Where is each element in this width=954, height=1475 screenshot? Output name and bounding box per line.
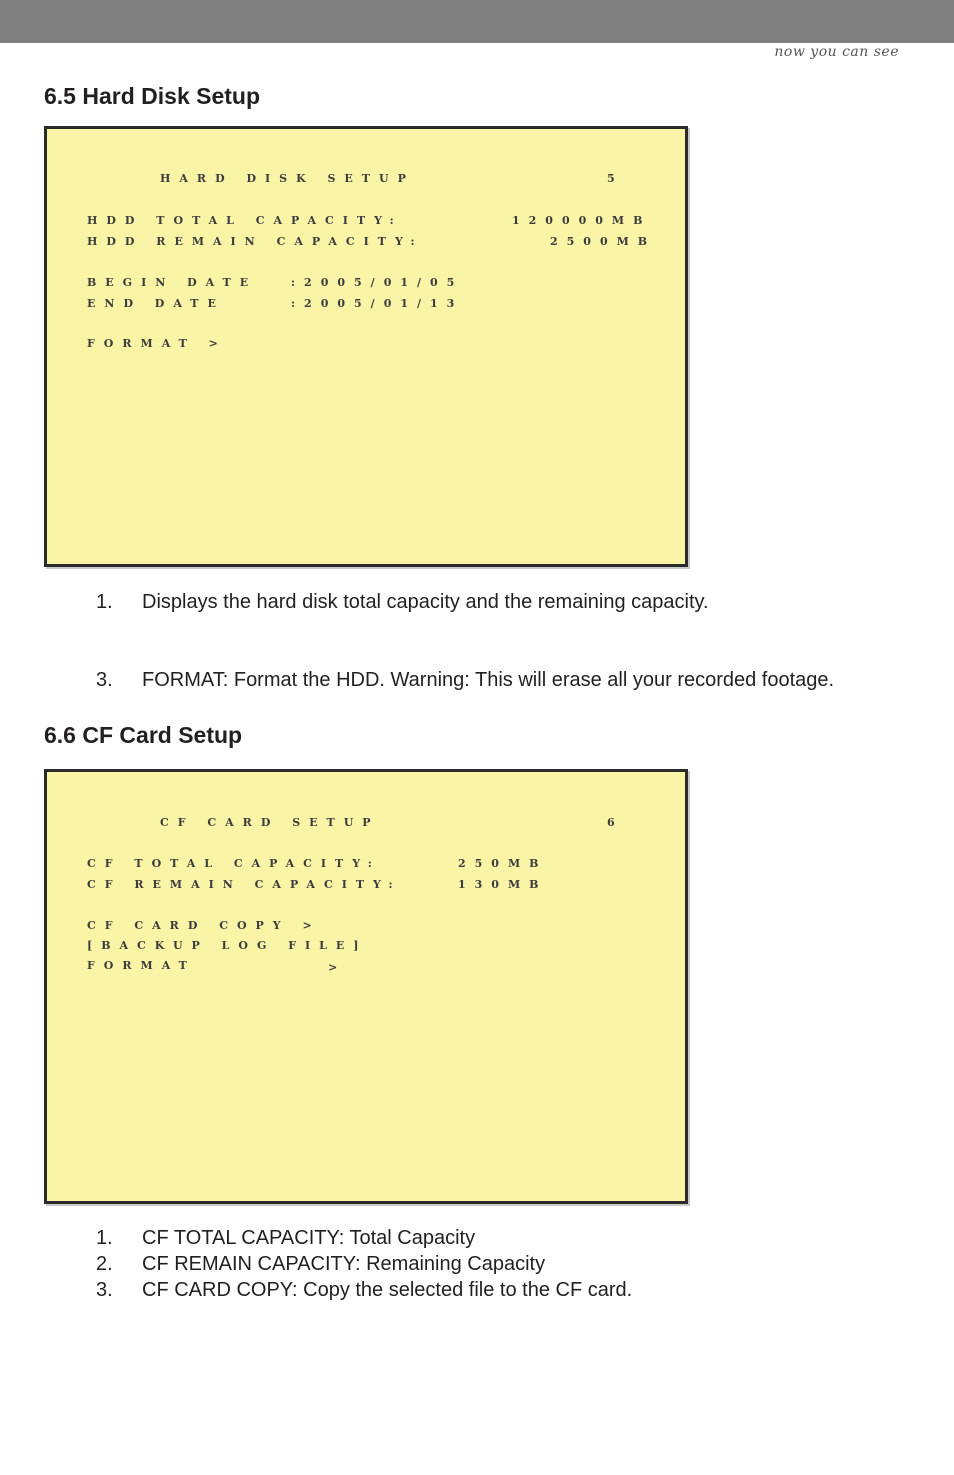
hdd-remain-value: 2500MB — [550, 235, 657, 248]
screen-title: CF CARD SETUP — [160, 816, 380, 829]
format-menu-item[interactable]: FORMAT — [87, 959, 196, 972]
section-heading-cf: 6.6 CF Card Setup — [44, 722, 243, 748]
list-item: 2. CF REMAIN CAPACITY: Remaining Capacity — [96, 1253, 546, 1275]
brand-tagline: now you can see — [774, 44, 899, 60]
screen-page-number: 6 — [607, 816, 624, 829]
cf-total-value: 250MB — [458, 857, 548, 870]
section-heading-hdd: 6.5 Hard Disk Setup — [44, 83, 261, 109]
list-item: 1. Displays the hard disk total capacity and the remaining capacity. — [96, 591, 709, 613]
cf-remain-value: 130MB — [458, 878, 548, 891]
list-item: 3. CF CARD COPY: Copy the selected file to the CF card. — [96, 1279, 633, 1301]
hdd-remain-label: HDD REMAIN CAPACITY: — [87, 235, 424, 248]
hdd-setup-screen — [44, 126, 688, 567]
cf-card-setup-screen — [44, 769, 688, 1204]
end-date-value: :2005/01/13 — [291, 297, 464, 310]
list-item: 1. CF TOTAL CAPACITY: Total Capacity — [96, 1227, 476, 1249]
hdd-total-label: HDD TOTAL CAPACITY: — [87, 214, 403, 227]
format-menu-item[interactable]: FORMAT > — [87, 337, 227, 350]
cf-total-label: CF TOTAL CAPACITY: — [87, 857, 381, 870]
backup-log-file-menu-item[interactable]: [BACKUP LOG FILE] — [87, 939, 368, 952]
cf-card-copy-menu-item[interactable]: CF CARD COPY > — [87, 919, 321, 932]
top-bar — [0, 0, 954, 43]
screen-title: HARD DISK SETUP — [160, 172, 415, 185]
screen-page-number: 5 — [607, 172, 624, 185]
hdd-total-value: 120000MB — [512, 214, 652, 227]
list-item: 3. FORMAT: Format the HDD. Warning: This will erase all your recorded footage. — [96, 669, 835, 691]
format-arrow: > — [328, 961, 347, 974]
begin-date-value: :2005/01/05 — [291, 276, 464, 289]
end-date-label: END DATE — [87, 297, 225, 310]
begin-date-label: BEGIN DATE — [87, 276, 258, 289]
cf-remain-label: CF REMAIN CAPACITY: — [87, 878, 402, 891]
